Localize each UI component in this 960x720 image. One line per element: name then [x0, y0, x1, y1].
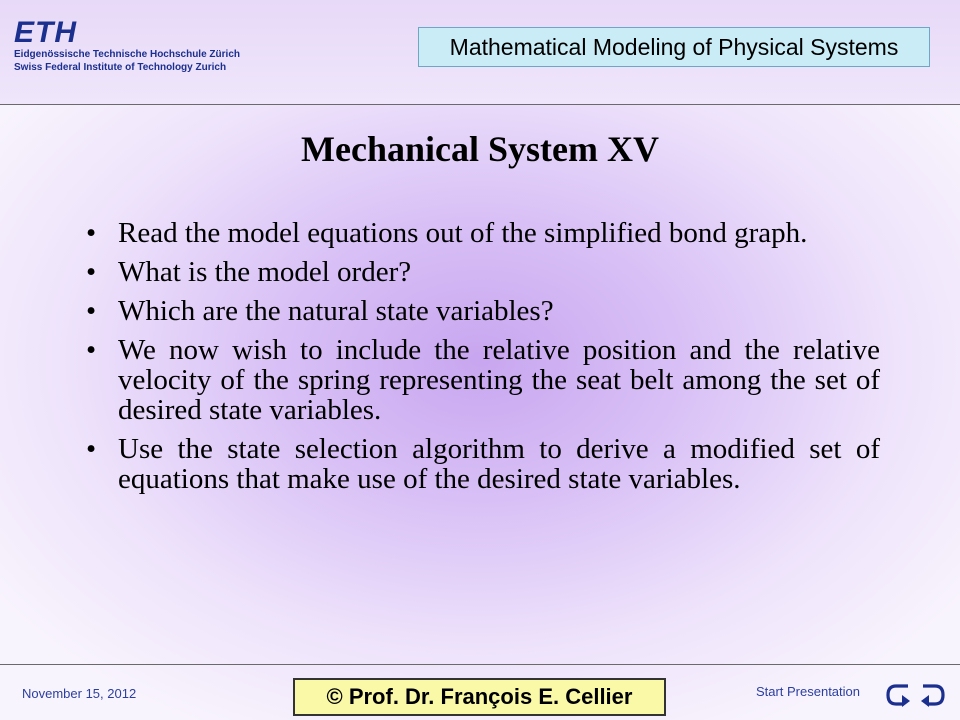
slide-title: Mechanical System XV — [301, 129, 659, 169]
start-presentation-link[interactable]: Start Presentation — [755, 684, 860, 699]
eth-logo-line-german: Eidgenössische Technische Hochschule Zürich — [14, 49, 240, 60]
bullet-marker: • — [86, 217, 97, 249]
eth-logo-mark: ETH — [14, 16, 77, 49]
bullet-marker: • — [86, 256, 97, 288]
bullet-list — [80, 218, 880, 503]
bullet-item — [80, 296, 880, 326]
copyright-text: © Prof. Dr. François E. Cellier — [326, 684, 633, 709]
footer-date: November 15, 2012 — [22, 686, 137, 701]
course-title: Mathematical Modeling of Physical Systems — [449, 34, 899, 60]
bullet-text: Use the state selection algorithm to derive a modified set of equations that make use of the desired state variables. — [118, 433, 880, 495]
bullet-marker: • — [86, 433, 97, 465]
eth-logo-line-english: Swiss Federal Institute of Technology Zurich — [14, 62, 227, 73]
bullet-item — [80, 257, 880, 287]
bullet-text: What is the model order? — [118, 256, 412, 288]
navigation-arrows — [884, 680, 948, 710]
bullet-text: Read the model equations out of the simplified bond graph. — [118, 217, 808, 249]
bullet-text: We now wish to include the relative position and the relative velocity of the spring representing the seat belt among the set of desired state variables. — [118, 334, 880, 426]
copyright-box — [293, 678, 666, 716]
footer-divider — [0, 664, 960, 665]
bullet-marker: • — [86, 334, 97, 366]
bullet-text: Which are the natural state variables? — [118, 295, 554, 327]
eth-logo — [14, 18, 274, 88]
forward-arrow-icon[interactable] — [917, 680, 947, 710]
bullet-item — [80, 218, 880, 248]
back-arrow-icon[interactable] — [884, 680, 914, 710]
bullet-item — [80, 434, 880, 494]
course-title-box — [418, 27, 930, 67]
bullet-item — [80, 335, 880, 425]
bullet-marker: • — [86, 295, 97, 327]
